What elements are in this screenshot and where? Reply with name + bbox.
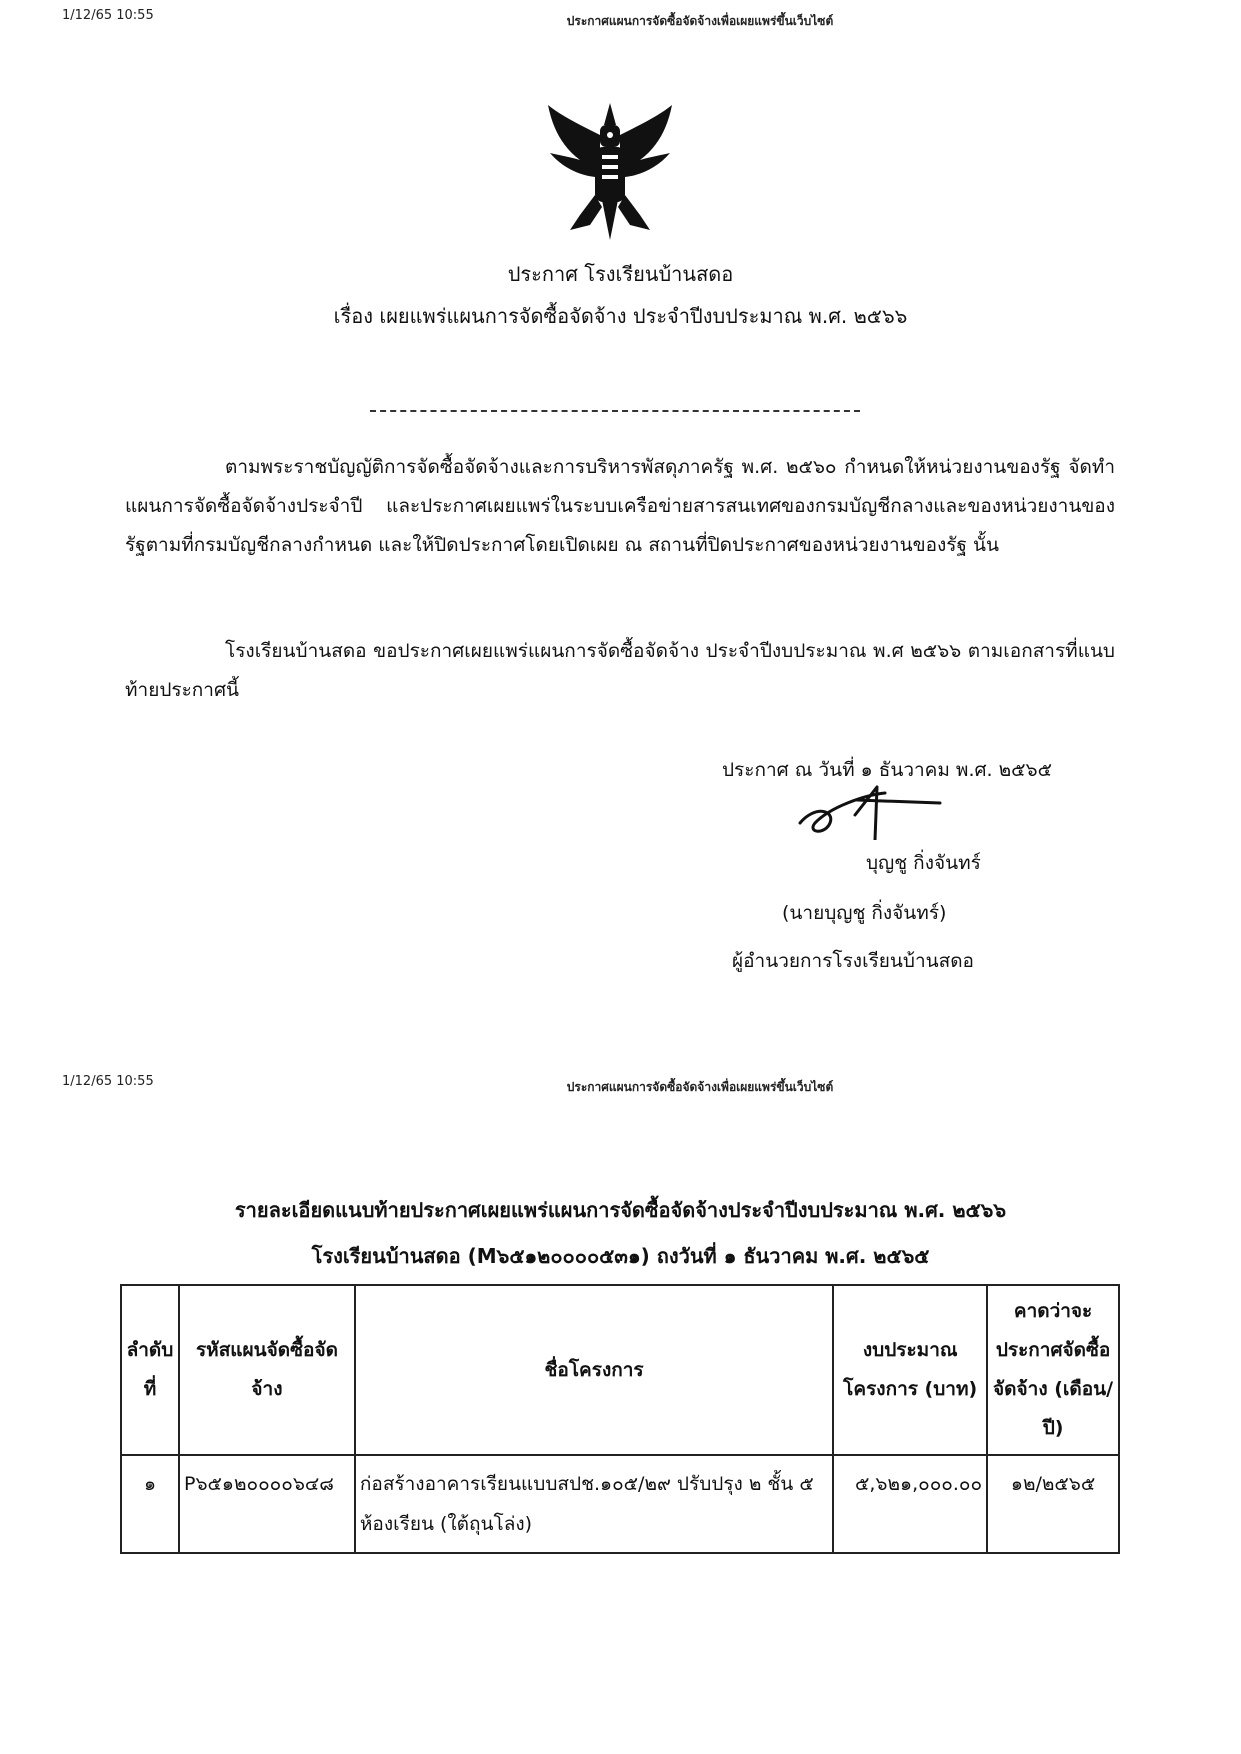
cell-no: ๑ <box>121 1455 179 1553</box>
garuda-emblem-icon <box>540 95 680 245</box>
divider <box>370 410 860 412</box>
announcement-date: ประกาศ ณ วันที่ ๑ ธันวาคม พ.ศ. ๒๕๖๕ <box>722 759 1052 781</box>
header-project-name: ชื่อโครงการ <box>355 1285 833 1455</box>
header-expected-date: คาดว่าจะประกาศจัดซื้อจัดจ้าง (เดือน/ปี) <box>987 1285 1119 1455</box>
announcement-subject: เรื่อง เผยแพร่แผนการจัดซื้อจัดจ้าง ประจำปีงบประมาณ พ.ศ. ๒๕๖๖ <box>333 304 908 328</box>
cell-budget: ๕,๖๒๑,๐๐๐.๐๐ <box>833 1455 987 1553</box>
handwritten-signature-icon <box>795 785 945 840</box>
signer-position: ผู้อำนวยการโรงเรียนบ้านสดอ <box>732 950 974 972</box>
table-header-row <box>121 1285 1119 1455</box>
timestamp-page2: 1/12/65 10:55 <box>62 1074 154 1089</box>
signer-name: บุญชู กิ่งจันทร์ <box>866 852 981 874</box>
paragraph-2-text: โรงเรียนบ้านสดอ ขอประกาศเผยแพร่แผนการจัดซื้อจัดจ้าง ประจำปีงบประมาณ พ.ศ ๒๕๖๖ ตามเอกสารที่แนบท้ายประกาศนี้ <box>125 640 1115 701</box>
procurement-plan-table <box>120 1284 1120 1554</box>
header-caption: ประกาศแผนการจัดซื้อจัดจ้างเพื่อเผยแพร่ขึ้นเว็บไซต์ <box>566 14 834 28</box>
signer-fullname: (นายบุญชู กิ่งจันทร์) <box>782 902 947 924</box>
attachment-title: รายละเอียดแนบท้ายประกาศเผยแพร่แผนการจัดซื้อจัดจ้างประจำปีงบประมาณ พ.ศ. ๒๕๖๖ <box>234 1198 1007 1222</box>
timestamp: 1/12/65 10:55 <box>62 8 154 23</box>
cell-code: P๖๕๑๒๐๐๐๐๖๔๘ <box>179 1455 355 1553</box>
attachment-subtitle: โรงเรียนบ้านสดอ (M๖๕๑๒๐๐๐๐๕๓๑) ถงวันที่ ๑ ธันวาคม พ.ศ. ๒๕๖๕ <box>311 1244 930 1268</box>
header-no: ลำดับที่ <box>121 1285 179 1455</box>
announcement-title: ประกาศ โรงเรียนบ้านสดอ <box>507 262 734 286</box>
paragraph-1-text: ตามพระราชบัญญัติการจัดซื้อจัดจ้างและการบริหารพัสดุภาครัฐ พ.ศ. ๒๕๖๐ กำหนดให้หน่วยงานของรัฐ จัดทำแผนการจัดซื้อจัดจ้างประจำปี และประกาศเผยแพร่ในระบบเครือข่ายสารสนเทศของกรมบัญชีกลางและของหน่วยงานของรัฐตามที่กรมบัญชีกลางกำหนด และให้ปิดประกาศโดยเปิดเผย ณ สถานที่ปิดประกาศของหน่วยงานของรัฐ นั้น <box>125 456 1115 556</box>
paragraph-2 <box>125 632 1115 710</box>
paragraph-1 <box>125 448 1115 565</box>
table-row <box>121 1455 1119 1553</box>
header-caption-page2: ประกาศแผนการจัดซื้อจัดจ้างเพื่อเผยแพร่ขึ้นเว็บไซต์ <box>566 1080 834 1094</box>
cell-project-name: ก่อสร้างอาคารเรียนแบบสปช.๑๐๕/๒๙ ปรับปรุง ๒ ชั้น ๕ ห้องเรียน (ใต้ถุนโล่ง) <box>355 1455 833 1553</box>
header-code: รหัสแผนจัดซื้อจัดจ้าง <box>179 1285 355 1455</box>
cell-expected-date: ๑๒/๒๕๖๕ <box>987 1455 1119 1553</box>
header-budget: งบประมาณโครงการ (บาท) <box>833 1285 987 1455</box>
